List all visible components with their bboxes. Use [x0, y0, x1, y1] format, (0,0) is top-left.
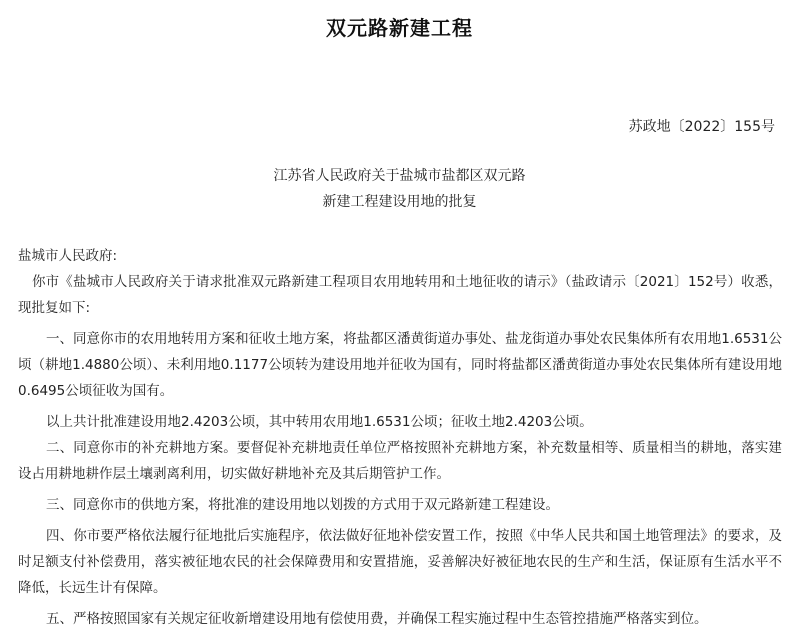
- paragraph-item-1: 一、同意你市的农用地转用方案和征收土地方案，将盐都区潘黄街道办事处、盐龙街道办事处农民集体所有农用地1.6531公顷（耕地1.4880公顷）、未利用地0.1177公顷转为建设用地并征收为国有，同时将盐都区潘黄街道办事处农民集体所有建设用地0.6495公顷征收为国有。: [18, 331, 782, 399]
- paragraph-total: 以上共计批准建设用地2.4203公顷，其中转用农用地1.6531公顷；征收土地2.4203公顷。: [46, 414, 593, 430]
- document-number: 苏政地〔2022〕155号: [628, 119, 775, 135]
- subject-line-1: 江苏省人民政府关于盐城市盐都区双元路: [273, 168, 526, 184]
- paragraph-item-4: 四、你市要严格依法履行征地批后实施程序，依法做好征地补偿安置工作，按照《中华人民共和国土地管理法》的要求，及时足额支付补偿费用，落实被征地农民的社会保障费用和安置措施，妥善解决好被征地农民的生产和生活，保证原有生活水平不降低，长远生计有保障。: [18, 528, 782, 596]
- paragraph-item-2: 二、同意你市的补充耕地方案。要督促补充耕地责任单位严格按照补充耕地方案，补充数量相等、质量相当的耕地，落实建设占用耕地耕作层土壤剥离利用，切实做好耕地补充及其后期管护工作。: [18, 440, 782, 482]
- page-title: 双元路新建工程: [326, 16, 473, 40]
- subject-line-2: 新建工程建设用地的批复: [322, 194, 477, 210]
- paragraph-item-3: 三、同意你市的供地方案，将批准的建设用地以划拨的方式用于双元路新建工程建设。: [46, 497, 559, 513]
- paragraph-item-5: 五、严格按照国家有关规定征收新增建设用地有偿使用费，并确保工程实施过程中生态管控措施严格落实到位。: [46, 611, 708, 627]
- document-body: [18, 243, 782, 632]
- salutation: 盐城市人民政府:: [18, 248, 118, 264]
- paragraph-intro: 你市《盐城市人民政府关于请求批准双元路新建工程项目农用地转用和土地征收的请示》（盐政请示〔2021〕152号）收悉，现批复如下:: [18, 274, 782, 316]
- document-subject: [0, 163, 799, 215]
